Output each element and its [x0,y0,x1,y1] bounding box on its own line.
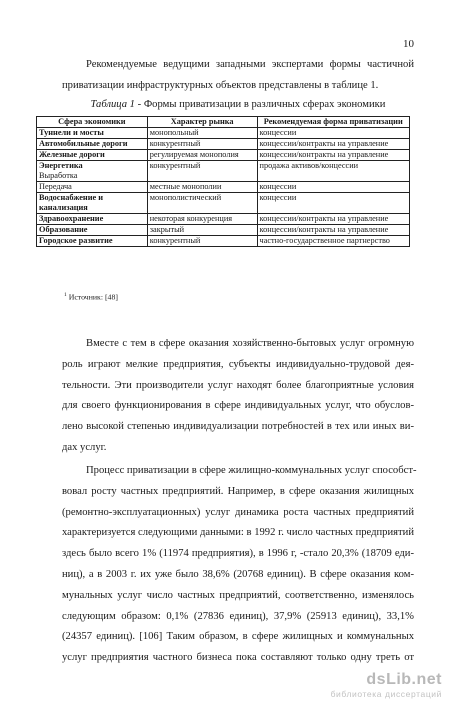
table-row [37,236,410,247]
watermark [331,671,442,699]
text-line: характеризуется следующими данными: в 1992 г. число частных предприятий [62,527,414,539]
table-row [37,225,410,236]
table-row [37,128,410,139]
cell-sphere [37,161,148,182]
cell-market: конкурентный [147,139,257,150]
text-line: приватизации инфраструктурных объектов представлены в таблице 1. [62,79,379,91]
text-line: услуг предприятия частного бизнеса пока составляют только одну треть от [62,652,414,664]
cell-form: концессии/контракты на управление [257,225,409,236]
cell-market: монопольный [147,128,257,139]
body-paragraph-2 [62,461,417,669]
table-row [37,139,410,150]
watermark-brand: dsLib.net [366,671,442,688]
text-line: Рекомендуемые ведущими западными экспертами формы частичной [86,59,414,70]
cell-form: концессии/контракты на управление [257,150,409,161]
cell-sphere-title: Энергетика [39,161,83,170]
table-row [37,182,410,193]
cell-market: некоторая конкуренция [147,214,257,225]
text-line: лено высокой степенью индивидуализации потребностей в тех или иных ви- [62,421,414,433]
table-caption-label: Таблица 1 [90,99,135,110]
text-line: вовал росту частных предприятий. Например, в сфере оказания жилищных [62,485,414,497]
cell-form: концессии/контракты на управление [257,214,409,225]
text-line: (24357 единиц). [106] Таким образом, в сфере жилищных и коммунальных [62,631,414,643]
cell-form: концессии [257,128,409,139]
cell-market: конкурентный [147,236,257,247]
cell-form: концессии [257,193,409,214]
table-caption [62,99,414,110]
cell-sphere: Городское развитие [37,236,148,247]
cell-sphere: Здравоохранение [37,214,148,225]
column-header-form: Рекомендуемая форма приватизации [257,117,409,128]
table-footnote [64,292,118,302]
cell-market: регулируемая монополия [147,150,257,161]
cell-sphere-subtitle: Выработка [39,171,78,180]
cell-sphere: Железные дороги [37,150,148,161]
footnote-text: Источник: [48] [68,292,118,302]
body-paragraph-1 [62,334,414,459]
cell-sphere: Автомобильные дороги [37,139,148,150]
page-number: 10 [403,38,414,50]
cell-sphere: Туннели и мосты [37,128,148,139]
text-line: мунальных услуг число частных предприятий, соответственно, изменялось [62,589,414,601]
cell-market: местные монополии [147,182,257,193]
table-row [37,161,410,182]
cell-form: продажа активов/концессии [257,161,409,182]
cell-form: концессии/контракты на управление [257,139,409,150]
table-row [37,150,410,161]
cell-form: концессии [257,182,409,193]
footnote-mark: 1 [64,292,67,298]
privatization-forms-table [36,116,410,247]
text-line: дах услуг. [62,441,107,453]
intro-paragraph [62,55,414,97]
cell-market: монополистический [147,193,257,214]
table-caption-text: - Формы приватизации в различных сферах экономики [137,99,386,110]
text-line: для своего функционирования в сфере индивидуальных услуг, что обуслов- [62,400,414,412]
text-line: тельности. Эти производители услуг находят более благоприятные условия [62,379,414,391]
text-line: здесь было всего 1% (11974 предприятия), в 1996 г, -стало 20,3% (18709 еди- [62,548,414,560]
text-line: следующим образом: 0,1% (27836 единиц), 37,9% (25913 единиц), 33,1% [62,610,414,622]
column-header-sphere: Сфера экономики [37,117,148,128]
text-line: (ремонтно-эксплуатационных) услуг динамика роста частных предприятий [62,506,414,518]
text-line: ниц), а в 2003 г. их уже было 38,6% (20768 единиц). В сфере оказания ком- [62,568,414,580]
text-line: Процесс приватизации в сфере жилищно-коммунальных услуг способст- [86,465,417,476]
text-line: роль играют мелкие предприятия, субъекты индивидуально-трудовой дея- [62,358,414,370]
table-row [37,193,410,214]
table-row [37,214,410,225]
cell-market: закрытый [147,225,257,236]
cell-form: частно-государственное партнерство [257,236,409,247]
column-header-market: Характер рынка [147,117,257,128]
cell-sphere: Водоснабжение и канализация [37,193,148,214]
table-header-row [37,117,410,128]
watermark-subtitle: библиотека диссертаций [330,689,442,699]
cell-sphere: Передача [37,182,148,193]
cell-sphere: Образование [37,225,148,236]
text-line: Вместе с тем в сфере оказания хозяйственно-бытовых услуг огромную [86,338,414,349]
cell-market: конкурентный [147,161,257,182]
